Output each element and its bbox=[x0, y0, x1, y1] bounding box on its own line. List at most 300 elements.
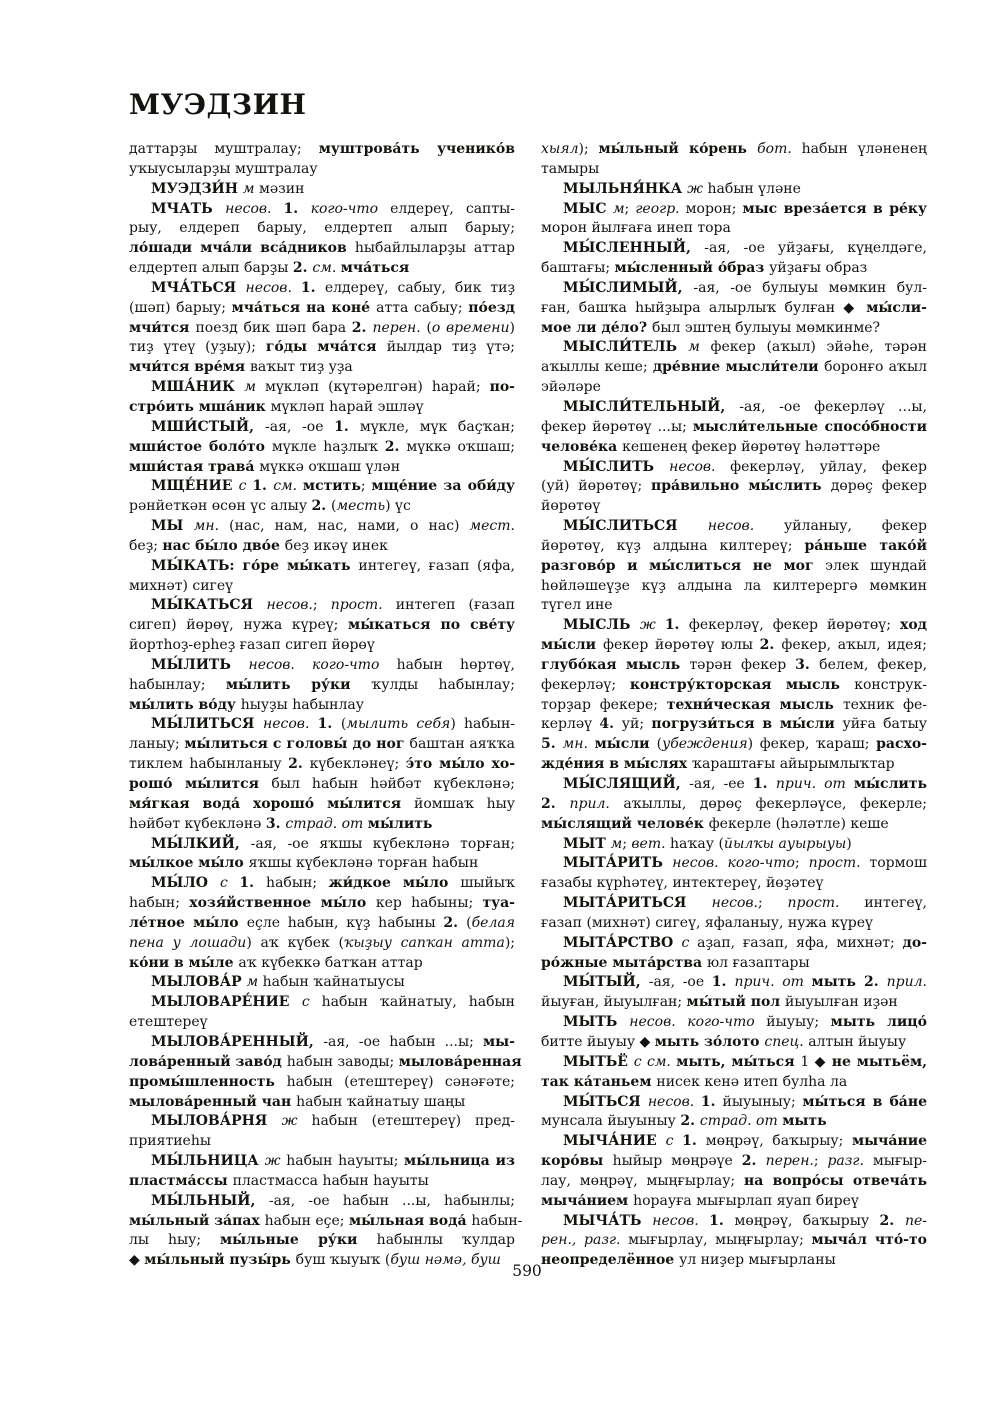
bold-text: лова́ренный заво́д bbox=[129, 1053, 287, 1070]
plain-text: һабын- bbox=[471, 1212, 523, 1229]
bold-text: мылова́ренный чан bbox=[129, 1093, 297, 1110]
plain-text: -ая, -ое bbox=[648, 974, 712, 991]
plain-text: шыйыҡ bbox=[460, 875, 515, 892]
plain-text: йөрөтөү, күҙ алдына килтереү; bbox=[541, 537, 805, 554]
text-line bbox=[541, 954, 927, 974]
bold-text: мыча́ние bbox=[851, 1133, 927, 1150]
italic-text: несов. bbox=[245, 279, 301, 296]
bold-text: 1. bbox=[664, 617, 689, 634]
bold-text: 2. bbox=[292, 260, 313, 277]
text-line bbox=[541, 438, 927, 458]
bold-text: мое ли де́ло? bbox=[541, 319, 652, 336]
bold-text: МЫ́ЛИТЬ bbox=[151, 656, 249, 673]
plain-text: һыуҙы һабынлау bbox=[240, 696, 364, 713]
plain-text: фекер йөрөтөү юлы bbox=[603, 637, 760, 654]
italic-text: бот. bbox=[757, 141, 802, 157]
right-column bbox=[541, 140, 927, 1271]
bold-text: ло́шади мча́ли вса́дников bbox=[129, 240, 355, 257]
bold-text: коро́вы bbox=[541, 1153, 613, 1170]
plain-text: мүккә оҡшаш; bbox=[406, 438, 516, 455]
text-line bbox=[129, 1093, 515, 1113]
text-line bbox=[129, 1212, 523, 1232]
bold-text: МЫТЬЁ bbox=[563, 1053, 634, 1070]
italic-text: м bbox=[246, 974, 263, 991]
plain-text: битте йыуыу ◆ bbox=[541, 1033, 655, 1050]
text-line bbox=[541, 934, 927, 954]
plain-text: ) фекер, ҡараш; bbox=[747, 736, 877, 753]
plain-text: ҡулды һабынлау; bbox=[371, 676, 515, 693]
plain-text: һабынлы ҡулдар bbox=[376, 1232, 515, 1249]
text-line bbox=[541, 338, 927, 358]
plain-text: фекерләү, фекер йөрөтөү; bbox=[688, 617, 900, 634]
text-line bbox=[129, 755, 515, 775]
italic-text: м bbox=[612, 200, 625, 217]
plain-text: фекерләү, уйлау, фекер bbox=[730, 458, 928, 475]
text-line bbox=[541, 835, 927, 855]
text-line bbox=[129, 1172, 515, 1192]
italic-text: несов. bbox=[266, 597, 313, 614]
bold-text: ход bbox=[899, 617, 927, 634]
bold-text: МЫ́СЛИМЫЙ, bbox=[563, 279, 694, 296]
text-line bbox=[541, 616, 927, 636]
plain-text: рәнйеткән өсөн үс алыу bbox=[129, 498, 312, 515]
bold-text: жи́дкое мы́ло bbox=[328, 875, 461, 892]
bold-text: ле́тное мы́ло bbox=[129, 914, 247, 931]
bold-text: мы́каться по све́ту bbox=[348, 617, 515, 634]
text-line bbox=[541, 319, 927, 339]
text-line bbox=[129, 577, 515, 597]
italic-text: вет. bbox=[631, 835, 671, 852]
bold-text: го́ды мча́тся bbox=[265, 339, 387, 356]
text-line bbox=[541, 160, 927, 180]
bold-text: 2. bbox=[443, 914, 467, 931]
text-line bbox=[129, 696, 515, 716]
bold-text: мы́литься с головы́ до ног bbox=[184, 736, 410, 753]
bold-text: МЫ́ЛО bbox=[151, 875, 220, 892]
bold-text: мы́сли bbox=[594, 736, 657, 753]
bold-text: МЫТ bbox=[563, 835, 611, 852]
plain-text: тиклем һабынланыу bbox=[129, 756, 289, 773]
bold-text: туа- bbox=[482, 895, 515, 912]
bold-text: МЫЛОВАРЕ́НИЕ bbox=[151, 994, 302, 1011]
text-line bbox=[129, 1192, 515, 1212]
italic-text: месть bbox=[336, 498, 386, 515]
plain-text: фекерле (һәләтле) кеше bbox=[708, 815, 889, 832]
text-line bbox=[541, 775, 927, 795]
text-line bbox=[129, 1013, 515, 1033]
bold-text: МЫ́ТЫЙ, bbox=[563, 974, 649, 991]
italic-text: с см. bbox=[633, 1053, 677, 1070]
bold-text: МЫЧА́НИЕ bbox=[563, 1133, 666, 1150]
bold-text: мча́ться bbox=[340, 260, 410, 277]
bold-text: 1. bbox=[682, 1133, 706, 1150]
bold-text: стро́ить мша́ник bbox=[129, 398, 271, 415]
plain-text: ғазабы күрһәтеү, интектереү, йөҙәтеү bbox=[541, 875, 824, 892]
text-line bbox=[129, 815, 515, 835]
bold-text: МЫ́СЛИТЬСЯ bbox=[563, 518, 708, 535]
text-line bbox=[129, 497, 515, 517]
italic-text: прост. bbox=[808, 855, 870, 872]
plain-text: -ая, -ое һабын ...ы, һабынлы; bbox=[268, 1192, 515, 1209]
text-line bbox=[129, 1053, 522, 1073]
bold-text: 1. bbox=[709, 1212, 735, 1229]
bold-text: МЫ́КАТЬСЯ bbox=[151, 597, 267, 614]
text-line bbox=[541, 656, 927, 676]
text-line bbox=[541, 557, 927, 577]
plain-text: пластмасса һабын һауыты bbox=[232, 1172, 429, 1189]
italic-text: прил. bbox=[569, 795, 624, 812]
plain-text: морон йылғаға инеп тора bbox=[541, 220, 731, 237]
bold-text: МУЭДЗИ́Н bbox=[151, 180, 243, 197]
bold-text: 4. bbox=[599, 716, 622, 733]
text-line bbox=[541, 239, 927, 259]
text-line bbox=[129, 299, 515, 319]
bold-text: расхо- bbox=[876, 736, 927, 753]
text-line bbox=[129, 1112, 515, 1132]
bold-text: мыть лицо́ bbox=[830, 1014, 927, 1031]
plain-text: лау, мөңрәү, мыңғырлау; bbox=[541, 1172, 744, 1189]
bold-text: на вопро́сы отвеча́ть bbox=[744, 1172, 927, 1189]
plain-text: тәрән фекер bbox=[689, 656, 796, 673]
bold-text: МЫЧА́ТЬ bbox=[563, 1212, 653, 1229]
plain-text: түгел ине bbox=[541, 597, 613, 614]
text-line bbox=[129, 715, 515, 735]
plain-text: һыйыр мөңрәүе bbox=[612, 1153, 742, 1170]
italic-text: рен., разг. bbox=[541, 1232, 629, 1249]
italic-text: убеждения bbox=[662, 736, 748, 753]
text-line bbox=[541, 537, 927, 557]
plain-text: ( bbox=[331, 498, 337, 515]
plain-text: йылдар тиҙ үтә; bbox=[386, 339, 515, 356]
plain-text: һәйбәт күбекләнә bbox=[129, 815, 266, 832]
bold-text: МЫ́СЛИТЬ bbox=[563, 458, 670, 475]
text-line bbox=[129, 557, 515, 577]
plain-text: уйға батыу bbox=[842, 716, 927, 733]
plain-text: йыуған, йыуылған; bbox=[541, 994, 687, 1011]
text-line bbox=[129, 219, 515, 239]
text-line bbox=[129, 1033, 515, 1053]
italic-text: страд. от bbox=[699, 1113, 783, 1130]
text-line bbox=[129, 835, 515, 855]
text-line bbox=[541, 636, 927, 656]
running-head: МУЭДЗИН bbox=[129, 88, 307, 121]
italic-text: геогр. bbox=[635, 200, 686, 217]
bold-text: 2. bbox=[879, 1212, 905, 1229]
bold-text: ра́ньше тако́й bbox=[804, 537, 928, 554]
bold-text: 1. bbox=[334, 418, 360, 435]
plain-text: аҡ күбеккә батҡан аттар bbox=[238, 954, 423, 971]
bold-text: техни́ческая мысль bbox=[666, 696, 843, 713]
text-line bbox=[541, 795, 927, 815]
plain-text: интегеү, bbox=[864, 895, 927, 912]
text-line bbox=[129, 1073, 515, 1093]
text-line bbox=[129, 1152, 515, 1172]
plain-text: ; bbox=[794, 855, 809, 872]
plain-text: торҙар фекере; bbox=[541, 696, 667, 713]
bold-text: МЫЛОВА́РЕННЫЙ, bbox=[151, 1033, 324, 1050]
plain-text: ) bbox=[509, 319, 515, 336]
plain-text: күбекләнеү; bbox=[309, 756, 406, 773]
text-line bbox=[541, 1172, 927, 1192]
text-line bbox=[541, 1132, 927, 1152]
bold-text: мылова́ренная bbox=[398, 1053, 522, 1070]
plain-text: мүкләп (күтәрелгән) һарай; bbox=[264, 379, 490, 396]
plain-text: һыбайлыларҙы аттар bbox=[354, 240, 515, 257]
bold-text: мыча́нием bbox=[541, 1192, 634, 1209]
text-line bbox=[541, 517, 927, 537]
plain-text: һабын заводы; bbox=[286, 1053, 399, 1070]
bold-text: мы́льный пузы́рь bbox=[144, 1252, 296, 1269]
bold-text: 1. bbox=[700, 1093, 723, 1110]
bold-text: МЫ́СЛЕННЫЙ, bbox=[563, 240, 705, 257]
text-line bbox=[129, 200, 515, 220]
text-line bbox=[129, 458, 515, 478]
italic-text: прил. bbox=[886, 974, 927, 991]
text-line bbox=[129, 180, 515, 200]
bold-text: 5. bbox=[541, 736, 563, 753]
bold-text: МЫТА́РИТЬСЯ bbox=[563, 895, 712, 912]
plain-text: тормош bbox=[869, 855, 927, 872]
text-line bbox=[129, 517, 515, 537]
plain-text: приятиеһы bbox=[129, 1133, 211, 1150]
italic-text: прост. bbox=[330, 597, 396, 614]
plain-text: -ая, -ое булыуы мөмкин бул- bbox=[693, 279, 927, 296]
italic-text: ж bbox=[264, 1153, 287, 1170]
italic-text: разг. bbox=[827, 1153, 873, 1170]
plain-text: белем, фекер, bbox=[819, 656, 928, 673]
plain-text: -ая, -ое һабын ...ы; bbox=[323, 1033, 483, 1050]
text-line bbox=[129, 140, 515, 160]
text-line bbox=[541, 358, 927, 378]
text-line bbox=[129, 934, 515, 954]
plain-text: ( bbox=[466, 914, 472, 931]
plain-text: был һабын һәйбәт күбекләнә; bbox=[271, 776, 515, 792]
plain-text: аҙап, ғазап, яфа, михнәт; bbox=[697, 934, 903, 951]
text-line bbox=[541, 200, 927, 220]
plain-text: елдертеп алып барҙы bbox=[129, 260, 293, 277]
plain-text: мығырлау, мыңғырлау; bbox=[628, 1232, 812, 1249]
text-line bbox=[129, 973, 515, 993]
page-number: 590 bbox=[512, 1262, 542, 1280]
plain-text: ғазап (михнәт) сигеү, яфаланыу, нужа күреү bbox=[541, 914, 873, 931]
plain-text: (уй) йөрөтөү; bbox=[541, 478, 651, 495]
plain-text: ваҡыт тиҙ уҙа bbox=[250, 359, 353, 376]
bold-text: МЫЛОВА́РНЯ bbox=[151, 1113, 282, 1130]
italic-text: с bbox=[219, 875, 240, 892]
plain-text: йыуылған иҙән bbox=[785, 994, 898, 1011]
plain-text: интегеп (ғазап bbox=[395, 597, 515, 614]
plain-text: ; bbox=[813, 1153, 828, 1170]
text-line bbox=[541, 1231, 927, 1251]
plain-text: йыуыныу; bbox=[722, 1093, 803, 1110]
bold-text: МЫ́ТЬСЯ bbox=[563, 1093, 648, 1110]
italic-text: см. bbox=[273, 478, 303, 495]
italic-text: о времени bbox=[431, 319, 510, 336]
text-line bbox=[129, 398, 515, 418]
plain-text: конструк- bbox=[854, 676, 927, 693]
text-line bbox=[541, 497, 927, 517]
bold-text: мча́ться на коне́ bbox=[231, 299, 377, 316]
plain-text: рыу, елдереп барыу, елдертеп алып барыу; bbox=[129, 220, 515, 237]
plain-text: тиҙ үтеү (уҙыу); bbox=[129, 339, 266, 356]
italic-text: см. bbox=[312, 260, 341, 277]
bold-text: 2. bbox=[759, 637, 782, 654]
text-line bbox=[541, 874, 927, 894]
bold-text: глубо́кая мысль bbox=[541, 656, 690, 673]
italic-text: несов. bbox=[669, 458, 731, 475]
plain-text: мүкле, мүк баҫҡан; bbox=[359, 418, 515, 435]
bold-text: 2. bbox=[541, 795, 570, 812]
italic-text: несов. кого-что bbox=[248, 656, 397, 673]
plain-text: уҡыусыларҙы муштралау bbox=[129, 160, 318, 177]
plain-text: мүкләп һарай эшләү bbox=[270, 398, 424, 415]
text-line bbox=[129, 239, 515, 259]
bold-text: мши́стое боло́то bbox=[129, 438, 272, 455]
bold-text: мы́лить bbox=[367, 815, 433, 832]
plain-text: баштағы; bbox=[541, 260, 615, 277]
italic-text: ж bbox=[639, 617, 665, 634]
italic-text: несов. bbox=[647, 1093, 701, 1110]
italic-text: с bbox=[238, 478, 253, 495]
text-line bbox=[129, 636, 515, 656]
plain-text: ған, башҡа һыйҙыра алырлыҡ булған ◆ bbox=[541, 299, 867, 316]
plain-text: -ая, -ое яҡшы күбекләнә торған; bbox=[250, 835, 516, 852]
text-line bbox=[541, 1033, 927, 1053]
bold-text: хозя́йственное мы́ло bbox=[189, 895, 376, 912]
text-line bbox=[129, 993, 515, 1013]
plain-text: фекер, аҡыл, идея; bbox=[781, 637, 927, 654]
plain-text: йыуыу; bbox=[766, 1014, 831, 1031]
text-line bbox=[541, 715, 927, 735]
bold-text: мы́слящий челове́к bbox=[541, 815, 709, 832]
bold-text: 2. bbox=[741, 1153, 766, 1170]
bold-text: МЫ́СЛЯЩИЙ, bbox=[563, 776, 690, 792]
plain-text: интегеү, ғазап (яфа, bbox=[358, 557, 515, 574]
italic-text: несов. кого-что bbox=[672, 855, 795, 872]
text-line bbox=[541, 398, 927, 418]
plain-text: һабын (етештереү) сәнәғәте; bbox=[286, 1073, 515, 1090]
text-line bbox=[129, 418, 515, 438]
bold-text: МЩЕ́НИЕ bbox=[151, 478, 239, 495]
bold-text: МЧА́ТЬСЯ bbox=[151, 279, 246, 296]
bold-text: неопределённое bbox=[541, 1252, 680, 1269]
plain-text: етештереү bbox=[129, 1014, 208, 1031]
bold-text: 2. bbox=[680, 1113, 700, 1130]
bold-text: 2. bbox=[351, 319, 373, 336]
italic-text: белая bbox=[471, 914, 515, 931]
plain-text: ); bbox=[578, 141, 599, 157]
bold-text: 2. bbox=[384, 438, 407, 455]
bold-text: МЫ́ЛЬНЫЙ, bbox=[151, 1192, 269, 1209]
plain-text: мүккә оҡшаш үлән bbox=[259, 458, 401, 475]
plain-text: һабын (етештереү) пред- bbox=[311, 1113, 515, 1130]
bold-text: 3. bbox=[265, 815, 286, 832]
bold-text: МЫЛЬНЯ́НКА bbox=[563, 180, 688, 197]
plain-text: мүкле һаҙлыҡ bbox=[271, 438, 385, 455]
bold-text: рошо́ мы́лится bbox=[129, 776, 272, 792]
text-line bbox=[129, 735, 515, 755]
plain-text: кешенең фекер йөрөтөү һәләттәре bbox=[622, 438, 881, 455]
text-line bbox=[129, 894, 515, 914]
bold-text: 2. bbox=[288, 756, 310, 773]
bold-text: челове́ка bbox=[541, 438, 623, 455]
plain-text: (нас, нам, нас, нами, о нас) bbox=[229, 518, 470, 535]
text-line bbox=[541, 696, 927, 716]
bold-text: 1. bbox=[711, 974, 735, 991]
bold-text: констру́кторская мысль bbox=[629, 676, 855, 693]
bold-text: разгово́р и мы́слиться не мог bbox=[541, 557, 826, 574]
text-line bbox=[129, 378, 515, 398]
plain-text: уйланыу, фекер bbox=[783, 518, 928, 535]
text-line bbox=[541, 279, 927, 299]
plain-text: ; bbox=[622, 835, 632, 852]
plain-text: ; bbox=[624, 200, 636, 217]
bold-text: мыть зо́лото bbox=[654, 1033, 765, 1050]
text-line bbox=[129, 338, 515, 358]
bold-text: 1. bbox=[317, 716, 341, 733]
text-line bbox=[541, 815, 927, 835]
plain-text: эйәләре bbox=[541, 379, 601, 396]
bold-text: мчи́тся вре́мя bbox=[129, 359, 251, 376]
text-line bbox=[129, 676, 515, 696]
bold-text: мстить bbox=[302, 478, 361, 495]
text-line bbox=[541, 140, 927, 160]
italic-text: хыял bbox=[541, 141, 579, 157]
bold-text: мще́ние за оби́ду bbox=[371, 478, 515, 495]
bold-text: э́то мы́ло хо- bbox=[405, 756, 516, 773]
text-line bbox=[129, 954, 515, 974]
plain-text: -ая, -ее bbox=[689, 776, 753, 792]
text-line bbox=[129, 656, 515, 676]
plain-text: елдереү, сабыу, бик тиҙ bbox=[324, 279, 515, 296]
bold-text: мыс вреза́ется в ре́ку bbox=[742, 200, 927, 217]
bold-text: мы́сли bbox=[541, 637, 604, 654]
plain-text: ) һабын- bbox=[450, 716, 516, 733]
plain-text: ) bbox=[846, 835, 852, 852]
plain-text: йомшаҡ һыу bbox=[414, 795, 515, 812]
plain-text: мәзин bbox=[258, 180, 305, 197]
plain-text: һабын ҡайнатыу шаңы bbox=[296, 1093, 466, 1110]
text-line bbox=[541, 1152, 927, 1172]
text-line bbox=[129, 616, 515, 636]
plain-text: поезд бик шәп бара bbox=[195, 319, 352, 336]
plain-text: ул ниҙер мығырланы bbox=[679, 1252, 836, 1269]
text-line bbox=[541, 1053, 927, 1073]
bold-text: пластма́ссы bbox=[129, 1172, 233, 1189]
italic-text: пе- bbox=[904, 1212, 927, 1229]
italic-text: мылить себя bbox=[346, 716, 451, 733]
bold-text: по- bbox=[489, 379, 515, 396]
text-line bbox=[541, 854, 927, 874]
plain-text: -ая, -ое уйҙағы, күңелдәге, bbox=[704, 240, 927, 257]
plain-text: элек шундай bbox=[825, 557, 927, 574]
bold-text: мыть bbox=[782, 1113, 827, 1130]
bold-text: ко́ни в мы́ле bbox=[129, 954, 239, 971]
plain-text: тамыры bbox=[541, 160, 600, 177]
italic-text: йылҡы ауырыуы bbox=[723, 835, 847, 852]
plain-text: ; bbox=[360, 478, 372, 495]
plain-text: буш ҡыуыҡ ( bbox=[295, 1252, 391, 1269]
plain-text: аҡыллы, дөрөҫ фекерләүсе, фекерле; bbox=[623, 795, 928, 812]
bold-text: мыть 2. bbox=[811, 974, 887, 991]
text-line bbox=[541, 477, 927, 497]
plain-text: михнәт) сигеү bbox=[129, 577, 234, 594]
plain-text: ( bbox=[656, 736, 663, 753]
italic-text: несов. bbox=[652, 1212, 710, 1229]
italic-text: несов. bbox=[263, 716, 318, 733]
text-line bbox=[541, 1073, 927, 1093]
text-line bbox=[541, 993, 927, 1013]
